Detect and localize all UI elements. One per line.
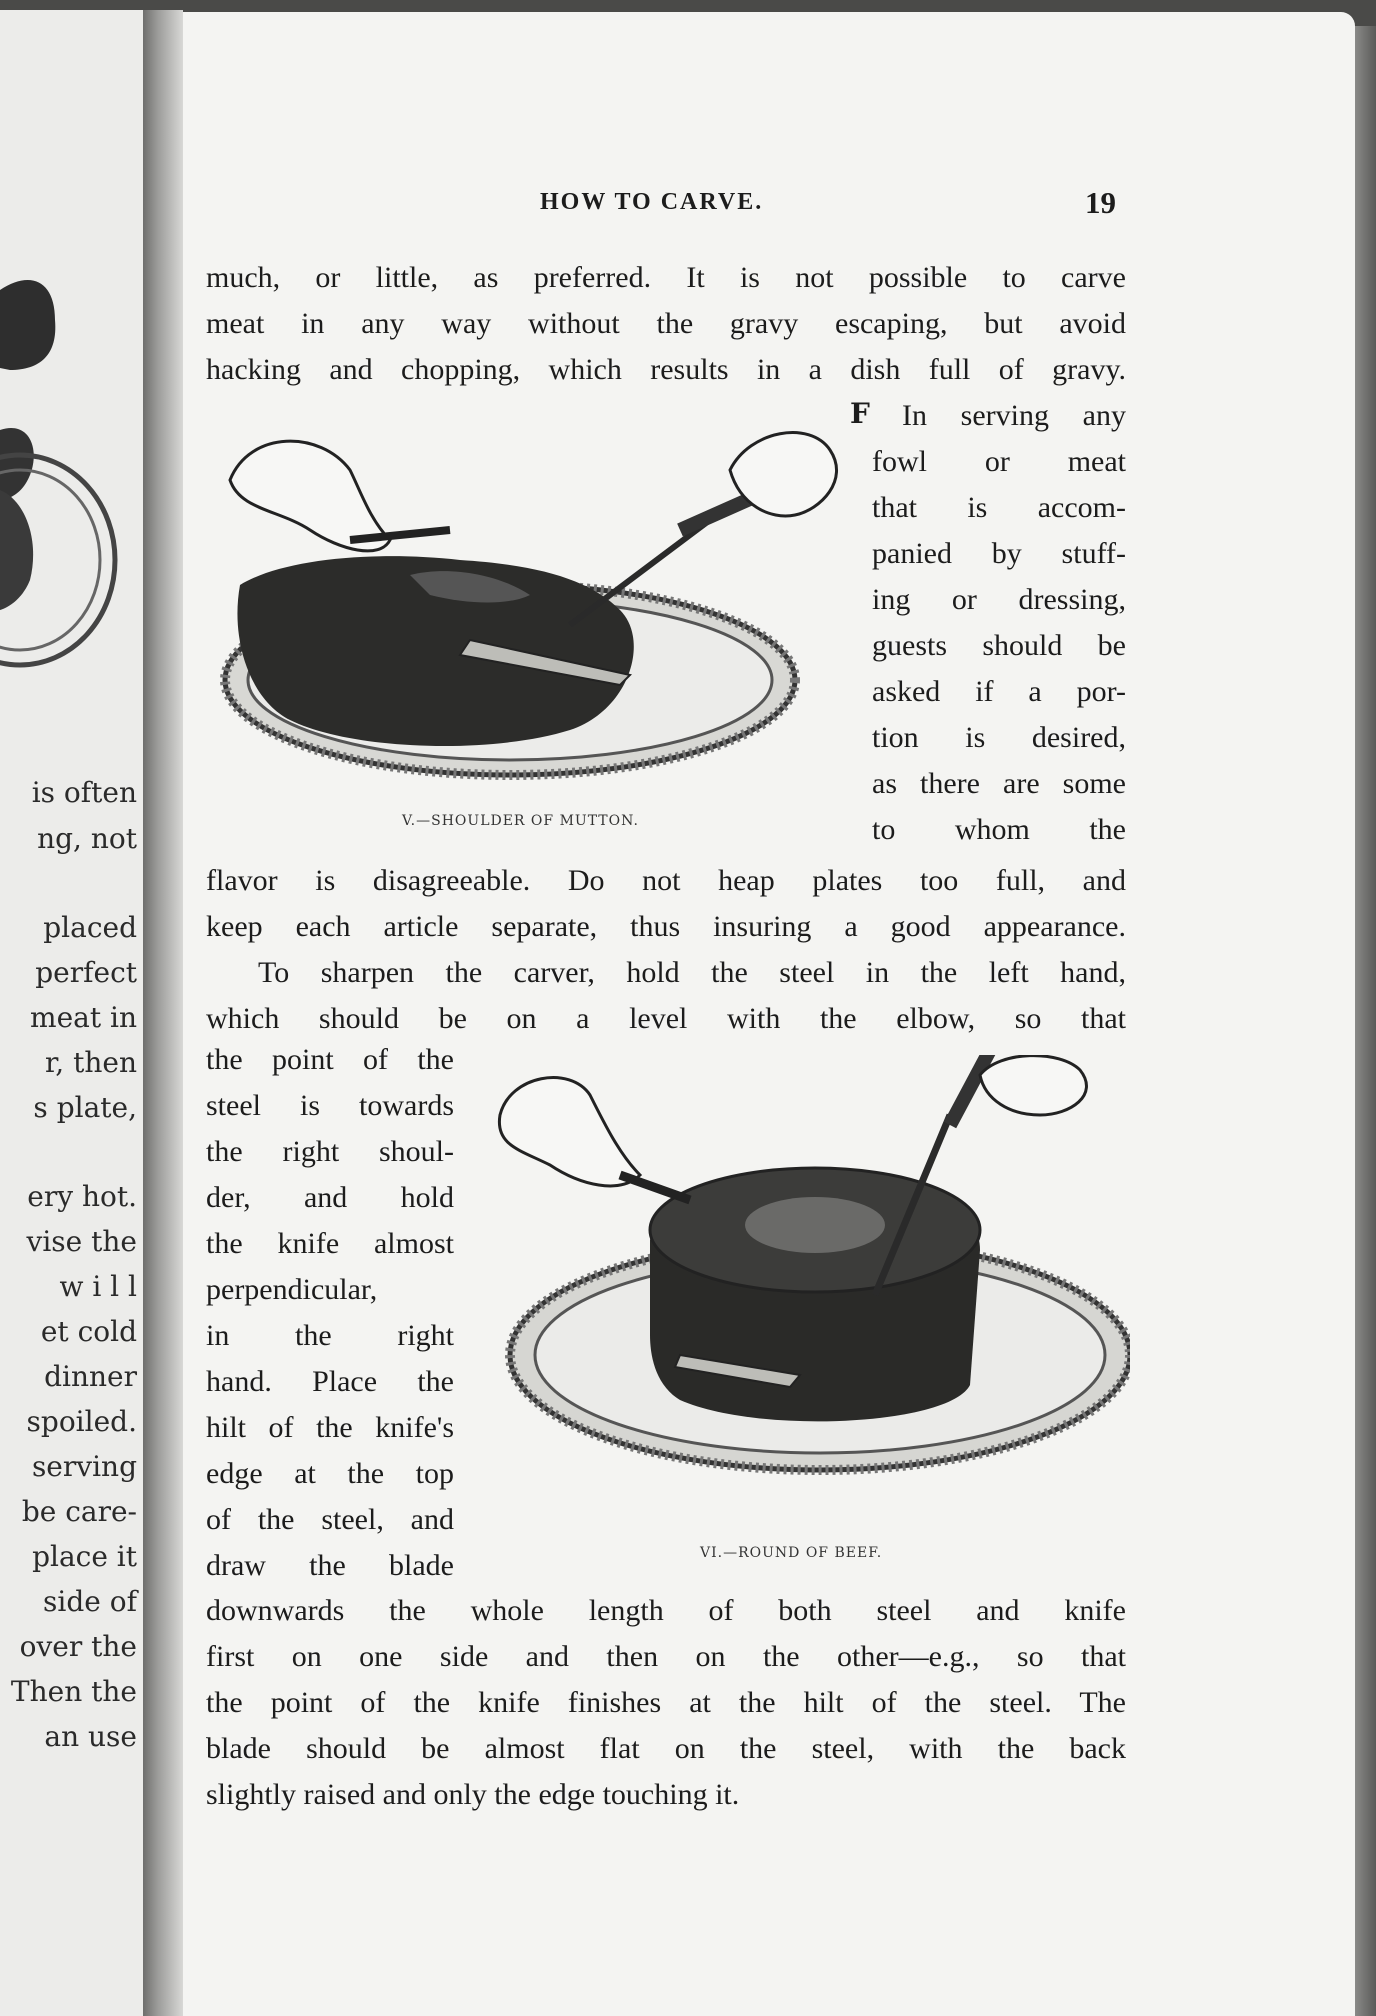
text-line: downwards the whole length of both steel and knife — [206, 1594, 1126, 1627]
fragment-line: perfect — [35, 956, 137, 989]
fragment-line: be care- — [21, 1495, 137, 1528]
fragment-line: ery hot. — [27, 1180, 137, 1213]
text-line: in the right — [206, 1319, 454, 1352]
running-head: HOW TO CARVE. — [540, 189, 764, 215]
text-line: flavor is disagreeable. Do not heap plates too full, and — [206, 864, 1126, 897]
fragment-line: meat in — [30, 1001, 137, 1034]
text-line: the point of the knife finishes at the hilt of the steel. The — [206, 1686, 1126, 1719]
text-line: To sharpen the carver, hold the steel in the left hand, — [258, 956, 1126, 989]
text-line: meat in any way without the gravy escaping, but avoid — [206, 307, 1126, 340]
fragment-line: s plate, — [33, 1091, 137, 1124]
page-edge-shadow — [1355, 26, 1376, 2016]
text-line: first on one side and then on the other—e.g., so that — [206, 1640, 1126, 1673]
previous-page-fragment — [0, 10, 143, 2016]
text-line: panied by stuff- — [872, 537, 1126, 570]
figure-caption: V.—SHOULDER OF MUTTON. — [402, 813, 639, 829]
fragment-line: an use — [44, 1720, 137, 1753]
page-number: 19 — [1085, 185, 1116, 220]
text-line: to whom the — [872, 813, 1126, 846]
text-line: which should be on a level with the elbow, so that — [206, 1002, 1126, 1035]
text-line: steel is towards — [206, 1089, 454, 1122]
fragment-line: placed — [43, 911, 137, 944]
fragment-line: over the — [19, 1630, 137, 1663]
fragment-line: dinner — [44, 1360, 137, 1393]
text-line: ing or dressing, — [872, 583, 1126, 616]
fragment-line: et cold — [40, 1315, 137, 1348]
fragment-line: ng, not — [37, 822, 137, 855]
text-line: as there are some — [872, 767, 1126, 800]
text-line: blade should be almost flat on the steel, with the back — [206, 1732, 1126, 1765]
fragment-line: side of — [43, 1585, 137, 1618]
text-line: the right shoul- — [206, 1135, 454, 1168]
text-line: hilt of the knife's — [206, 1411, 454, 1444]
fragment-line: spoiled. — [26, 1405, 137, 1438]
fragment-line: Then the — [10, 1675, 137, 1708]
text-line: the knife almost — [206, 1227, 454, 1260]
round-of-beef-illustration — [480, 1055, 1130, 1500]
shoulder-of-mutton-illustration — [210, 410, 860, 805]
text-line: that is accom- — [872, 491, 1126, 524]
text-line: hand. Place the — [206, 1365, 454, 1398]
text-line: edge at the top — [206, 1457, 454, 1490]
text-line: In serving any — [902, 399, 1126, 432]
fragment-line: place it — [32, 1540, 137, 1573]
text-line: hacking and chopping, which results in a dish full of gravy. — [206, 353, 1126, 386]
text-line: of the steel, and — [206, 1503, 454, 1536]
text-line: slightly raised and only the edge touching it. — [206, 1778, 740, 1811]
section-mark-icon: F — [850, 397, 870, 430]
text-line: tion is desired, — [872, 721, 1126, 754]
fragment-line: vise the — [26, 1225, 137, 1258]
fragment-line: serving — [31, 1450, 137, 1483]
text-line: perpendicular, — [206, 1273, 378, 1306]
text-line: keep each article separate, thus insuring a good appearance. — [206, 910, 1126, 943]
text-line: fowl or meat — [872, 445, 1126, 478]
figure-caption: VI.—ROUND OF BEEF. — [700, 1545, 883, 1561]
text-line: the point of the — [206, 1043, 454, 1076]
fragment-line: w i l l — [59, 1270, 137, 1303]
book-gutter — [143, 10, 183, 2016]
fragment-line: is often — [31, 776, 137, 809]
text-line: guests should be — [872, 629, 1126, 662]
fragment-line: r, then — [45, 1046, 137, 1079]
previous-page-illustration — [0, 260, 140, 680]
text-line: much, or little, as preferred. It is not possible to carve — [206, 261, 1126, 294]
text-line: draw the blade — [206, 1549, 454, 1582]
text-line: asked if a por- — [872, 675, 1126, 708]
text-line: der, and hold — [206, 1181, 454, 1214]
